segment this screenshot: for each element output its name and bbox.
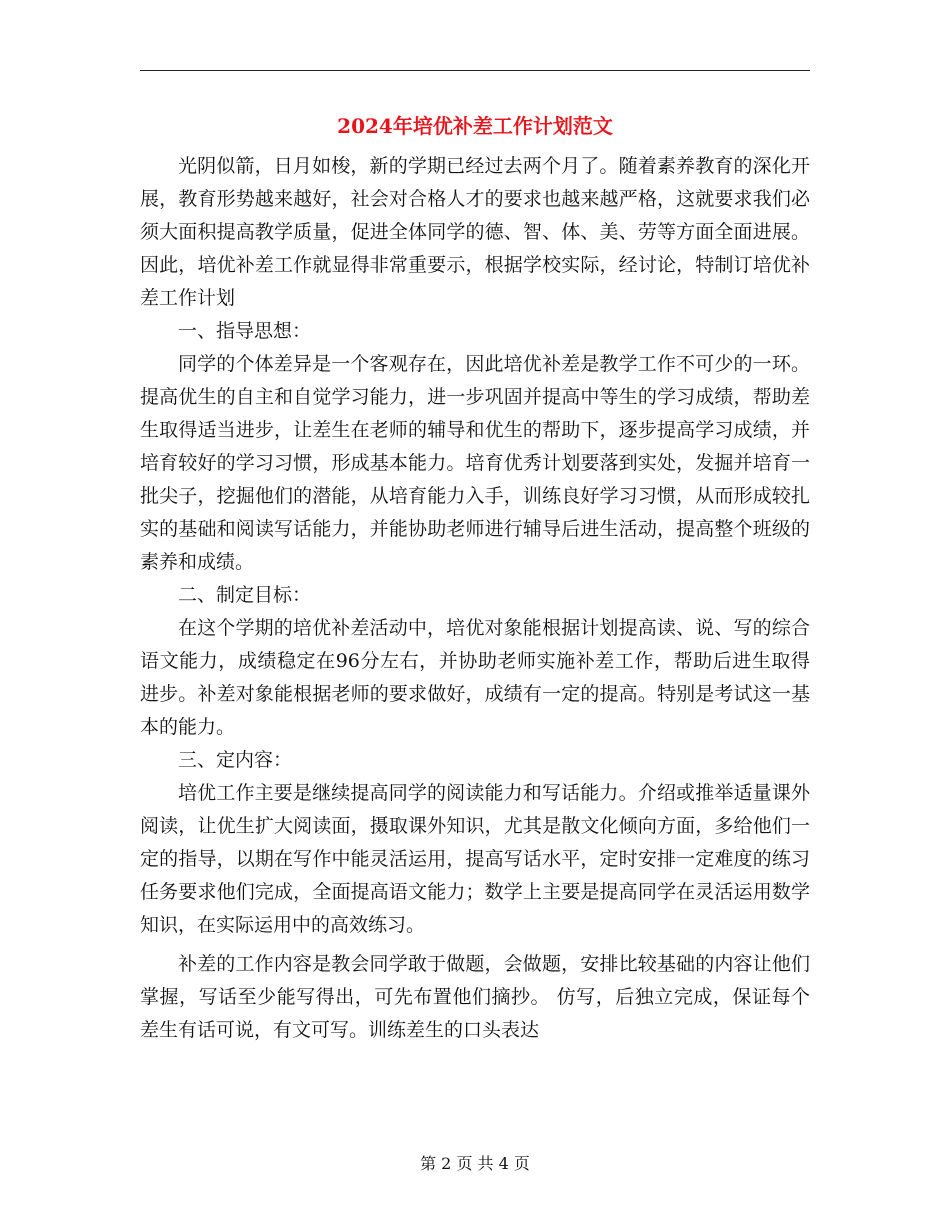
section-heading-content: 三、定内容：	[178, 749, 293, 771]
goals-paragraph: 在这个学期的培优补差活动中，培优对象能根据计划提高读、说、写的综合语文能力，成绩稳定在96分左右，并协助老师实施补差工作，帮助后进生取得进步。补差对象能根据老师的要求做好，成绩有一定的提高。特别是考试这一基本的能力。	[140, 617, 810, 738]
document-title	[140, 110, 810, 142]
header-rule	[140, 70, 810, 71]
title-year: 2024	[337, 114, 393, 138]
section-heading-guiding-thought: 一、指导思想：	[178, 320, 312, 342]
title-text: 年培优补差工作计划范文	[392, 114, 613, 138]
document-body	[140, 150, 810, 1047]
intro-paragraph: 光阴似箭，日月如梭，新的学期已经过去两个月了。随着素养教育的深化开展，教育形势越来越好，社会对合格人才的要求也越来越严格，这就要求我们必须大面积提高教学质量，促进全体同学的德、智、体、美、劳等方面全面进展。因此，培优补差工作就显得非常重要示，根据学校实际，经讨论，特制订培优补差工作计划	[140, 155, 810, 309]
content-paragraph-advanced: 培优工作主要是继续提高同学的阅读能力和写话能力。介绍或推举适量课外阅读，让优生扩大阅读面，摄取课外知识，尤其是散文化倾向方面，多给他们一定的指导，以期在写作中能灵活运用，提高写话水平，定时安排一定难度的练习任务要求他们完成，全面提高语文能力；数学上主要是提高同学在灵活运用数学知识，在实际运用中的高效练习。	[140, 782, 810, 936]
section-heading-goals: 二、制定目标：	[178, 584, 312, 606]
page-footer: 第 2 页 共 4 页	[420, 1154, 530, 1173]
guiding-thought-paragraph: 同学的个体差异是一个客观存在，因此培优补差是教学工作不可少的一环。提高优生的自主和自觉学习能力，进一步巩固并提高中等生的学习成绩，帮助差生取得适当进步，让差生在老师的辅导和优生的帮助下，逐步提高学习成绩，并培育较好的学习习惯，形成基本能力。培育优秀计划要落到实处，发掘并培育一批尖子，挖掘他们的潜能，从培育能力入手，训练良好学习习惯，从而形成较扎实的基础和阅读写话能力，并能协助老师进行辅导后进生活动，提高整个班级的素养和成绩。	[140, 353, 810, 573]
content-paragraph-remedial: 补差的工作内容是教会同学敢于做题，会做题，安排比较基础的内容让他们掌握，写话至少能写得出，可先布置他们摘抄。 仿写，后独立完成，保证每个差生有话可说，有文可写。训练差生的口头表达	[140, 953, 810, 1041]
